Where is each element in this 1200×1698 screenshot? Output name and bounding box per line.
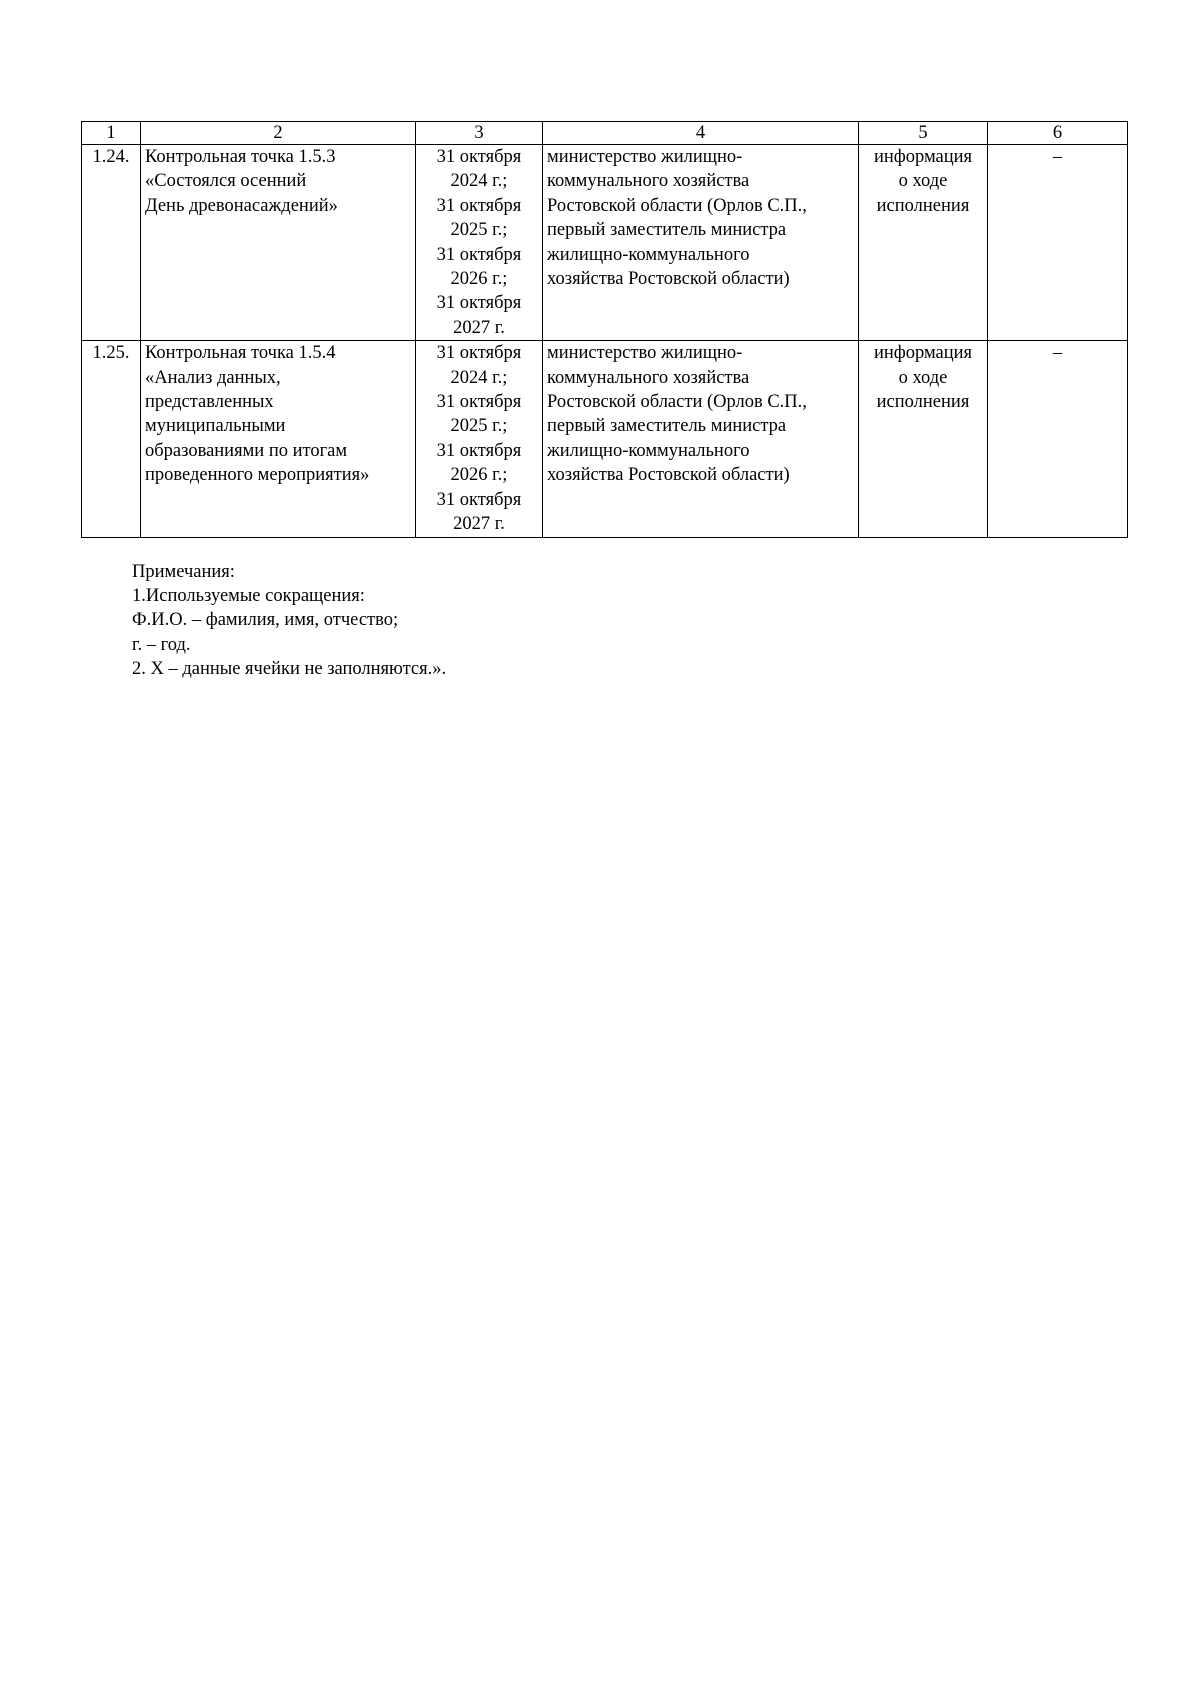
column-number-5: 5 bbox=[859, 122, 988, 145]
column-number-4: 4 bbox=[543, 122, 859, 145]
date-line: 2027 г. bbox=[453, 317, 505, 338]
column-number-1: 1 bbox=[82, 122, 141, 145]
name-line: проведенного мероприятия» bbox=[145, 465, 370, 486]
responsible-executor bbox=[543, 145, 859, 341]
date-line: 2025 г.; bbox=[450, 220, 508, 241]
responsible-line: коммунального хозяйства bbox=[547, 367, 750, 388]
notes-title: Примечания: bbox=[132, 562, 235, 582]
date-line: 31 октября bbox=[436, 147, 522, 167]
note-line: 1.Используемые сокращения: bbox=[132, 586, 365, 607]
name-line: Контрольная точка 1.5.3 bbox=[145, 147, 336, 167]
result-line: исполнения bbox=[876, 392, 970, 413]
date-line: 2025 г.; bbox=[450, 416, 508, 437]
note-line: 2. Х – данные ячейки не заполняются.». bbox=[132, 658, 447, 679]
result-line: о ходе bbox=[898, 367, 948, 388]
row-number: 1.25. bbox=[82, 341, 141, 537]
date-line: 31 октября bbox=[436, 392, 522, 413]
control-point-name bbox=[141, 145, 416, 341]
column-number-3: 3 bbox=[416, 122, 543, 145]
row-number: 1.24. bbox=[82, 145, 141, 341]
column-number-2: 2 bbox=[141, 122, 416, 145]
result-line: информация bbox=[873, 343, 973, 364]
responsible-line: жилищно-коммунального bbox=[547, 440, 750, 461]
result-document bbox=[859, 341, 988, 537]
responsible-line: хозяйства Ростовской области) bbox=[547, 269, 790, 290]
responsible-line: Ростовской области (Орлов С.П., bbox=[547, 392, 807, 413]
responsible-line: жилищно-коммунального bbox=[547, 244, 750, 265]
date-line: 2026 г.; bbox=[450, 465, 508, 486]
name-line: День древонасаждений» bbox=[145, 195, 338, 216]
date-line: 31 октября bbox=[436, 195, 522, 216]
responsible-line: Ростовской области (Орлов С.П., bbox=[547, 195, 807, 216]
information-system: – bbox=[988, 341, 1128, 537]
responsible-line: хозяйства Ростовской области) bbox=[547, 465, 790, 486]
date-line: 2026 г.; bbox=[450, 269, 508, 290]
control-point-name bbox=[141, 341, 416, 537]
plan-table bbox=[81, 121, 1128, 538]
date-line: 31 октября bbox=[436, 489, 522, 510]
table-row bbox=[82, 341, 1128, 537]
information-system: – bbox=[988, 145, 1128, 341]
deadline-dates bbox=[416, 341, 543, 537]
date-line: 2024 г.; bbox=[450, 367, 508, 388]
result-document bbox=[859, 145, 988, 341]
name-line: «Анализ данных, bbox=[145, 367, 281, 388]
note-line: Ф.И.О. – фамилия, имя, отчество; bbox=[132, 610, 399, 631]
name-line: представленных bbox=[145, 392, 274, 413]
date-line: 31 октября bbox=[436, 244, 522, 265]
responsible-line: министерство жилищно- bbox=[547, 343, 743, 364]
responsible-line: министерство жилищно- bbox=[547, 147, 743, 167]
date-line: 31 октября bbox=[436, 440, 522, 461]
name-line: Контрольная точка 1.5.4 bbox=[145, 343, 336, 364]
responsible-line: коммунального хозяйства bbox=[547, 171, 750, 192]
responsible-executor bbox=[543, 341, 859, 537]
table-header-row bbox=[82, 122, 1128, 145]
result-line: исполнения bbox=[876, 195, 970, 216]
column-number-6: 6 bbox=[988, 122, 1128, 145]
name-line: муниципальными bbox=[145, 416, 286, 437]
name-line: «Состоялся осенний bbox=[145, 171, 307, 192]
date-line: 2027 г. bbox=[453, 514, 505, 535]
deadline-dates bbox=[416, 145, 543, 341]
result-line: о ходе bbox=[898, 171, 948, 192]
note-line: г. – год. bbox=[132, 634, 191, 655]
responsible-line: первый заместитель министра bbox=[547, 220, 787, 241]
date-line: 2024 г.; bbox=[450, 171, 508, 192]
name-line: образованиями по итогам bbox=[145, 440, 348, 461]
date-line: 31 октября bbox=[436, 293, 522, 314]
table-row bbox=[82, 145, 1128, 341]
notes-section bbox=[132, 560, 446, 681]
date-line: 31 октября bbox=[436, 343, 522, 364]
responsible-line: первый заместитель министра bbox=[547, 416, 787, 437]
result-line: информация bbox=[873, 147, 973, 167]
